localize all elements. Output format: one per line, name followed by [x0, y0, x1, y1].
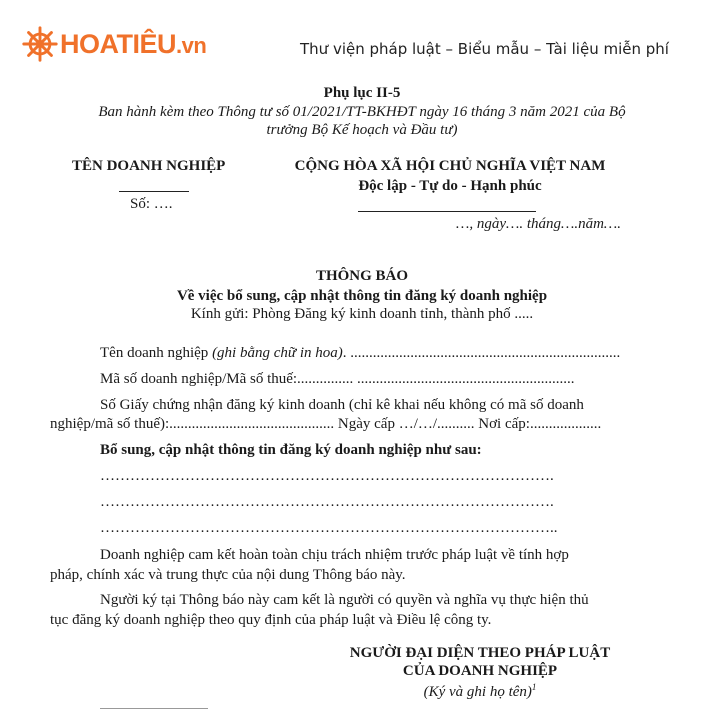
tax-code-field: Mã số doanh nghiệp/Mã số thuế:............... .......................................................... [100, 371, 575, 387]
dotted-line-2: ………………………………………………………………………………. [100, 494, 554, 510]
dotted-line-3: ……………………………………………………………………………….. [100, 520, 558, 536]
legal-rep-title-2: CỦA DOANH NGHIỆP [402, 663, 558, 679]
signature-instruction: (Ký và ghi họ tên)$^1$ [423, 682, 537, 700]
footnote-separator [100, 708, 208, 709]
republic-heading: CỘNG HÒA XÃ HỘI CHỦ NGHĨA VIỆT NAM [294, 158, 606, 174]
cert-field-line-1: Số Giấy chứng nhận đăng ký kinh doanh (chỉ kê khai nếu không có mã số doanh [100, 397, 584, 413]
company-name-label: TÊN DOANH NGHIỆP [72, 158, 226, 174]
logo-text: HOATIÊU.vn [60, 28, 207, 59]
appendix-title: Phụ lục II-5 [323, 85, 401, 101]
motto-underline [358, 211, 536, 212]
commitment-line-1: Doanh nghiệp cam kết hoàn toàn chịu trách nhiệm trước pháp luật về tính hợp [100, 547, 569, 563]
date-line: …, ngày…. tháng….năm…. [456, 216, 622, 232]
footnote-marker: 1 [531, 682, 537, 692]
notice-title: THÔNG BÁO [315, 268, 409, 284]
signer-statement-line-2: tục đăng ký doanh nghiệp theo quy định của pháp luật và Điều lệ công ty. [50, 612, 492, 628]
national-motto: Độc lập - Tự do - Hạnh phúc [358, 178, 542, 194]
cert-field-line-2: nghiệp/mã số thuế):............................................ Ngày cấp …/…/.......... Nơi cấp:................... [50, 416, 602, 432]
recipient-line: Kính gửi: Phòng Đăng ký kinh doanh tỉnh, thành phố ..... [190, 306, 534, 322]
site-tagline: Thư viện pháp luật – Biểu mẫu – Tài liệu miễn phí [300, 40, 669, 58]
dotted-line-1: ………………………………………………………………………………. [100, 468, 554, 484]
issued-by-line-1: Ban hành kèm theo Thông tư số 01/2021/TT-BKHĐT ngày 16 tháng 3 năm 2021 của Bộ [98, 104, 626, 120]
company-name-field: Tên doanh nghiệp (ghi bằng chữ in hoa). ........................................................................ [100, 345, 621, 361]
supplement-heading: Bổ sung, cập nhật thông tin đăng ký doanh nghiệp như sau: [100, 442, 482, 458]
company-underline [119, 191, 189, 192]
notice-subtitle: Về việc bổ sung, cập nhật thông tin đăng ký doanh nghiệp [176, 288, 548, 304]
hoatieu-logo[interactable] [22, 24, 206, 64]
issued-by-line-2: trưởng Bộ Kế hoạch và Đầu tư) [266, 122, 458, 138]
legal-rep-title-1: NGƯỜI ĐẠI DIỆN THEO PHÁP LUẬT [349, 645, 611, 661]
signer-statement-line-1: Người ký tại Thông báo này cam kết là người có quyền và nghĩa vụ thực hiện thủ [100, 592, 589, 608]
document-number: Số: …. [130, 196, 173, 212]
commitment-line-2: pháp, chính xác và trung thực của nội dung Thông báo này. [50, 567, 406, 583]
ship-wheel-icon [22, 26, 58, 62]
